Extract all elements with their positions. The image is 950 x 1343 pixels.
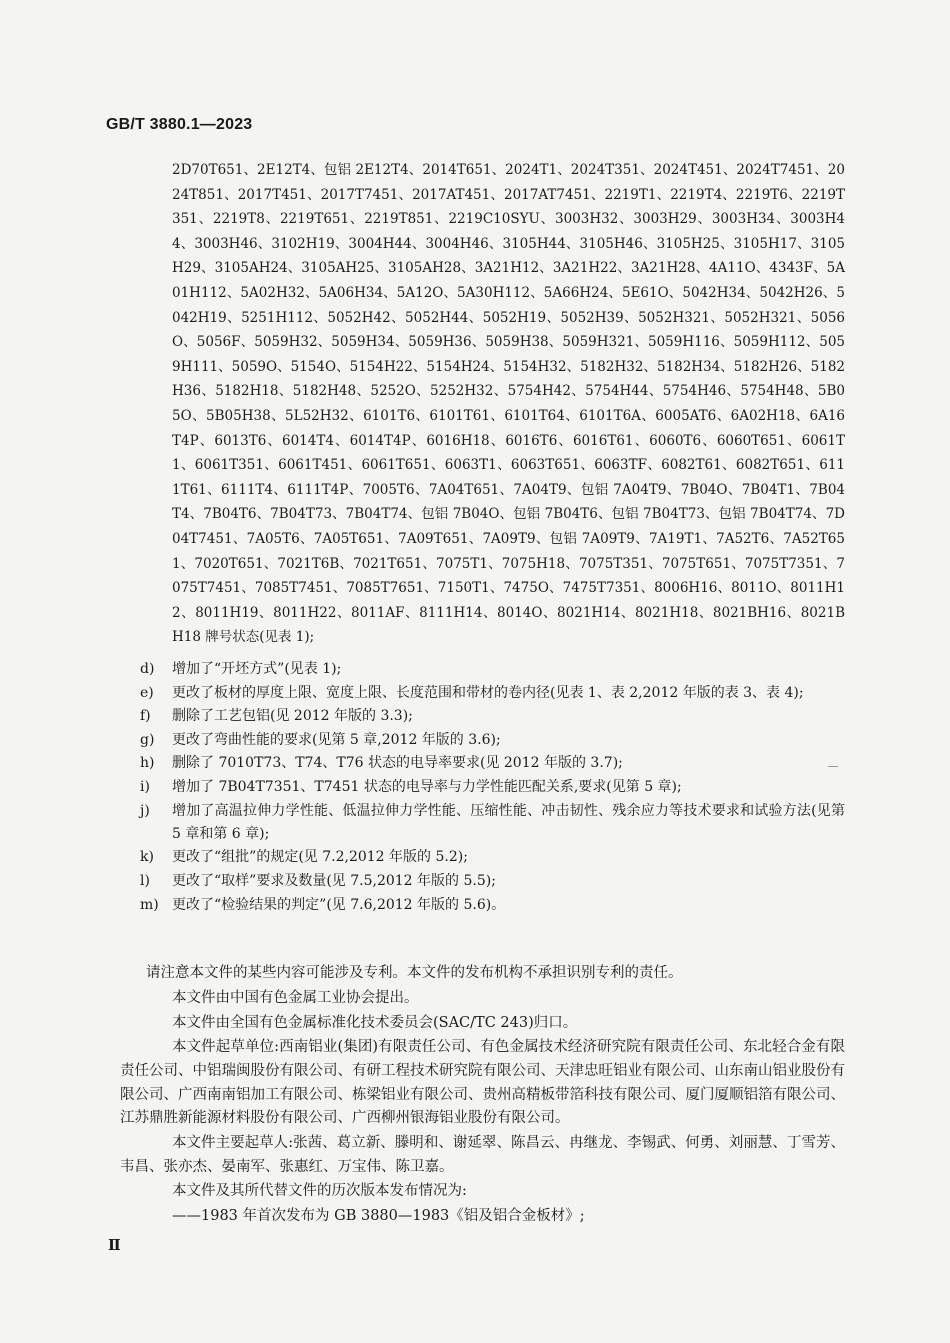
list-item-text: 删除了工艺包铝(见 2012 年版的 3.3); <box>172 708 413 725</box>
list-item-label: e) <box>140 684 154 701</box>
list-item <box>140 658 845 681</box>
list-item-label: g) <box>140 731 155 748</box>
list-item <box>140 705 845 728</box>
change-list <box>140 658 845 917</box>
scan-artifact <box>828 766 838 767</box>
list-item-text: 增加了“开坯方式”(见表 1); <box>172 661 342 677</box>
list-item <box>140 776 845 799</box>
list-item-label: d) <box>140 661 155 677</box>
list-item <box>140 682 845 705</box>
patent-notice: 请注意本文件的某些内容可能涉及专利。本文件的发布机构不承担识别专利的责任。 <box>146 965 683 981</box>
page-number: Ⅱ <box>108 1236 121 1254</box>
document-code-header: GB/T 3880.1—2023 <box>106 116 253 133</box>
list-item-text: 更改了“检验结果的判定”(见 7.6,2012 年版的 5.6)。 <box>172 896 506 913</box>
list-item-label: m) <box>140 896 159 913</box>
list-item <box>140 729 845 752</box>
list-item-text: 更改了板材的厚度上限、宽度上限、长度范围和带材的卷内径(见表 1、表 2,2012 年版的表 3、表 4); <box>172 684 804 701</box>
list-item-text: 删除了 7010T73、T74、T76 状态的电导率要求(见 2012 年版的 3.7); <box>172 755 623 772</box>
history-intro: 本文件及其所代替文件的历次版本发布情况为: <box>172 1183 467 1200</box>
continuation-paragraph: 2D70T651、2E12T4、包铝 2E12T4、2014T651、2024T1、2024T351、2024T451、2024T7451、2024T851、2017T451、2017T7451、2017AT451、2017AT7451、2219T1、2219T4、2219T6、2219T351、2219T8、2219T651、2219T851、2219C10SYU、3003H32、3003H29、3003H34、3003H44、3003H46、3102H19、3004H44、3004H46、3105H44、3105H46、3105H25、3105H17、3105H29、3105AH24、3105AH25、3105AH28、3A21H12、3A21H22、3A21H28、4A11O、4343F、5A01H112、5A02H32、5A06H34、5A12O、5A30H112、5A66H24、5E61O、5042H34、5042H26、5042H19、5251H112、5052H42、5052H44、5052H19、5052H39、5052H321、5052H321、5056O、5056F、5059H32、5059H34、5059H36、5059H38、5059H321、5059H116、5059H112、5059H111、5059O、5154O、5154H22、5154H24、5154H32、5182H32、5182H34、5182H26、5182H36、5182H18、5182H48、5252O、5252H32、5754H42、5754H44、5754H46、5754H48、5B05O、5B05H38、5L52H32、6101T6、6101T61、6101T64、6101T6A、6005AT6、6A02H18、6A16T4P、6013T6、6014T4、6014T4P、6016H18、6016T6、6016T61、6060T6、6060T651、6061T1、6061T351、6061T451、6061T651、6063T1、6063T651、6063TF、6082T61、6082T651、6111T61、6111T4、6111T4P、7005T6、7A04T651、7A04T9、包铝 7A04T9、7B04O、7B04T1、7B04T4、7B04T6、7B04T73、7B04T74、包铝 7B04O、包铝 7B04T6、包铝 7B04T73、包铝 7B04T74、7D04T7451、7A05T6、7A05T651、7A09T651、7A09T9、包铝 7A09T9、7A19T1、7A52T6、7A52T651、7020T651、7021T6B、7021T651、7075T1、7075H18、7075T351、7075T651、7075T7351、7075T7451、7085T7451、7085T7651、7150T1、7475O、7475T7351、8006H16、8011O、8011H12、8011H19、8011H22、8011AF、8111H14、8014O、8021H14、8021H18、8021BH16、8021BH18 牌号状态(见表 1); <box>172 162 845 646</box>
list-item-text: 更改了“取样”要求及数量(见 7.5,2012 年版的 5.5); <box>172 872 496 889</box>
list-item <box>140 800 845 846</box>
list-item <box>140 870 845 893</box>
list-item-label: f) <box>140 708 151 725</box>
drafting-units: 本文件起草单位:西南铝业(集团)有限责任公司、有色金属技术经济研究院有限责任公司、东北轻合金有限责任公司、中铝瑞闽股份有限公司、有研工程技术研究院有限公司、天津忠旺铝业有限公司、山东南山铝业股份有限公司、广西南南铝加工有限公司、栋梁铝业有限公司、贵州高精板带箔科技有限公司、厦门厦顺铝箔有限公司、江苏鼎胜新能源材料股份有限公司、广西柳州银海铝业股份有限公司。 <box>120 1039 845 1127</box>
list-item-text: 更改了弯曲性能的要求(见第 5 章,2012 年版的 3.6); <box>172 731 501 748</box>
list-item <box>140 846 845 869</box>
list-item-label: i) <box>140 778 150 795</box>
list-item-label: l) <box>140 872 150 889</box>
list-item <box>140 752 845 775</box>
drafters: 本文件主要起草人:张茜、葛立新、滕明和、谢延翠、陈昌云、冉继龙、李锡武、何勇、刘丽慧、丁雪芳、韦昌、张亦杰、晏南军、张惠红、万宝伟、陈卫嘉。 <box>120 1134 845 1175</box>
list-item-text: 更改了“组批”的规定(见 7.2,2012 年版的 5.2); <box>172 849 468 866</box>
history-entry: ——1983 年首次发布为 GB 3880—1983《铝及铝合金板材》; <box>172 1208 585 1225</box>
list-item-text: 增加了高温拉伸力学性能、低温拉伸力学性能、压缩性能、冲击韧性、残余应力等技术要求和试验方法(见第 5 章和第 6 章); <box>172 802 845 842</box>
foreword-body <box>120 962 845 1230</box>
list-item-text: 增加了 7B04T7351、T7451 状态的电导率与力学性能匹配关系,要求(见第 5 章); <box>172 778 682 795</box>
list-item <box>140 894 845 917</box>
proposed-by-statement: 本文件由中国有色金属工业协会提出。 <box>172 989 419 1006</box>
list-item-label: h) <box>140 755 155 772</box>
list-item-label: k) <box>140 849 154 866</box>
centralized-by-statement: 本文件由全国有色金属标准化技术委员会(SAC/TC 243)归口。 <box>172 1014 578 1031</box>
list-item-label: j) <box>140 802 150 819</box>
